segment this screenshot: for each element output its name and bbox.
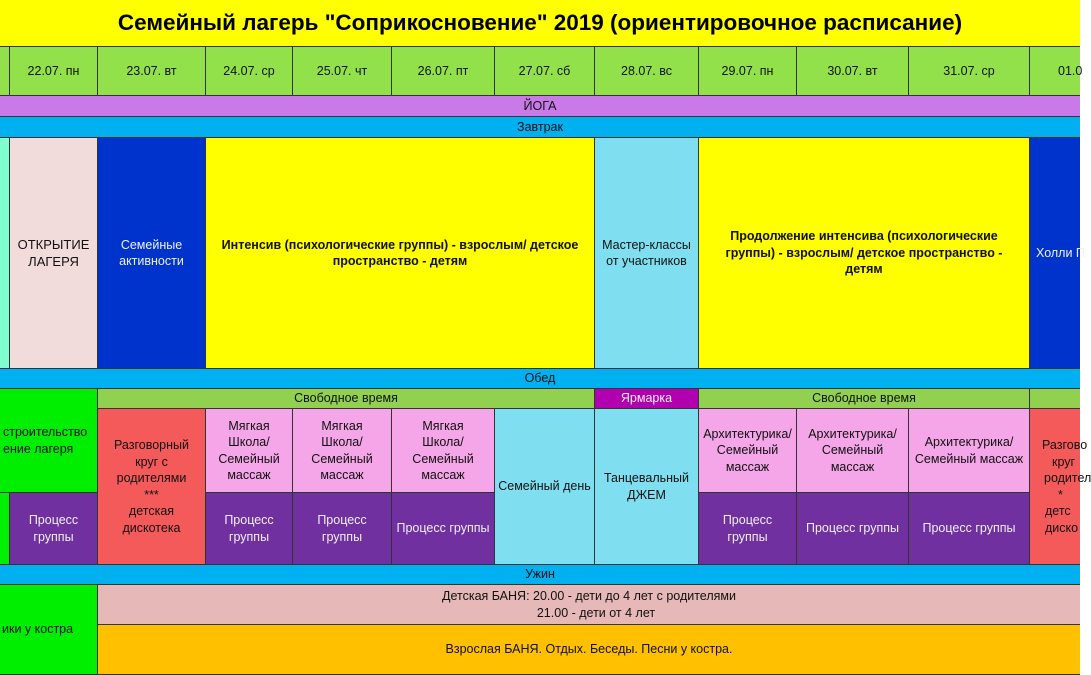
- fire-songs-cell: [0, 585, 98, 675]
- soft-school-cell: Мягкая Школа/ Семейный массаж: [392, 409, 495, 493]
- architecture-cell: Архитектурика/ Семейный массаж: [909, 409, 1030, 493]
- intensive-cell: Интенсив (психологические группы) - взрослым/ детское пространство - детям: [206, 138, 595, 369]
- kids-bath-line-1: Детская БАНЯ: 20.00 - дети до 4 лет с родителями: [441, 589, 736, 603]
- day-header: 01.0: [1030, 47, 1080, 96]
- process-group-cell: Процесс группы: [699, 493, 797, 565]
- architecture-cell: Архитектурика/ Семейный массаж: [797, 409, 909, 493]
- process-group-cell: Процесс группы: [909, 493, 1030, 565]
- dinner-band: Ужин: [0, 565, 1080, 585]
- talk-circle-label: Разговорный круг с родителями: [114, 438, 189, 485]
- talk-circle-right-line: диско: [1045, 520, 1079, 535]
- kids-bath-cell: [98, 585, 1080, 625]
- opening-cell: ОТКРЫТИЕ ЛАГЕРЯ: [10, 138, 98, 369]
- day-header: 27.07. сб: [495, 47, 595, 96]
- talk-circle-cell: [98, 409, 206, 565]
- day-header: 23.07. вт: [98, 47, 206, 96]
- day-header-spacer: [0, 47, 10, 96]
- family-day-cell: Семейный день: [495, 409, 595, 565]
- fire-songs-label: ики у костра: [2, 622, 74, 637]
- talk-circle-right-line: *: [1058, 487, 1063, 502]
- page-title: Семейный лагерь "Соприкосновение" 2019 (ориентировочное расписание): [0, 0, 1080, 47]
- soft-school-cell: Мягкая Школа/ Семейный массаж: [206, 409, 293, 493]
- process-group-cell: Процесс группы: [10, 493, 98, 565]
- building-cell: [0, 389, 98, 493]
- dance-jam-cell: Танцевальный ДЖЕМ: [595, 409, 699, 565]
- day-header: 28.07. вс: [595, 47, 699, 96]
- day-header: 30.07. вт: [797, 47, 909, 96]
- day-header: 22.07. пн: [10, 47, 98, 96]
- building-line-1: строительство: [3, 425, 88, 439]
- kids-bath-line-2: 21.00 - дети от 4 лет: [536, 605, 656, 620]
- talk-circle-right-line: детс: [1045, 504, 1071, 518]
- process-group-cell: Процесс группы: [293, 493, 392, 565]
- talk-circle-right-line: Разгово: [1042, 438, 1088, 452]
- talk-circle-right-line: родител: [1044, 471, 1091, 485]
- building-line-2: ение лагеря: [3, 441, 74, 456]
- adult-bath-cell: Взрослая БАНЯ. Отдых. Беседы. Песни у костра.: [98, 625, 1080, 675]
- master-classes-cell: Мастер-классы от участников: [595, 138, 699, 369]
- free-time-edge: [1030, 389, 1080, 409]
- intensive-continued-cell: Продолжение интенсива (психологические группы) - взрослым/ детское пространство - детям: [699, 138, 1030, 369]
- fair-band: Ярмарка: [595, 389, 699, 409]
- holli-cell: Холли П: [1030, 138, 1080, 369]
- process-group-left-spacer: [0, 493, 10, 565]
- process-group-cell: Процесс группы: [392, 493, 495, 565]
- day-header: 31.07. ср: [909, 47, 1030, 96]
- kids-disco-label: детская дискотека: [122, 504, 181, 535]
- lunch-band: Обед: [0, 369, 1080, 389]
- day-header: 24.07. ср: [206, 47, 293, 96]
- talk-circle-stars: ***: [144, 487, 159, 502]
- breakfast-band: Завтрак: [0, 117, 1080, 138]
- family-activities-cell: Семейные активности: [98, 138, 206, 369]
- talk-circle-right-cell: [1030, 409, 1091, 565]
- day-header: 29.07. пн: [699, 47, 797, 96]
- morning-left-spacer: [0, 138, 10, 369]
- day-header: 25.07. чт: [293, 47, 392, 96]
- process-group-cell: Процесс группы: [797, 493, 909, 565]
- process-group-cell: Процесс группы: [206, 493, 293, 565]
- talk-circle-right-line: круг: [1052, 454, 1076, 469]
- free-time-band: Свободное время: [98, 389, 595, 409]
- soft-school-cell: Мягкая Школа/ Семейный массаж: [293, 409, 392, 493]
- architecture-cell: Архитектурика/ Семейный массаж: [699, 409, 797, 493]
- day-header: 26.07. пт: [392, 47, 495, 96]
- yoga-band: ЙОГА: [0, 96, 1080, 117]
- free-time-band: Свободное время: [699, 389, 1030, 409]
